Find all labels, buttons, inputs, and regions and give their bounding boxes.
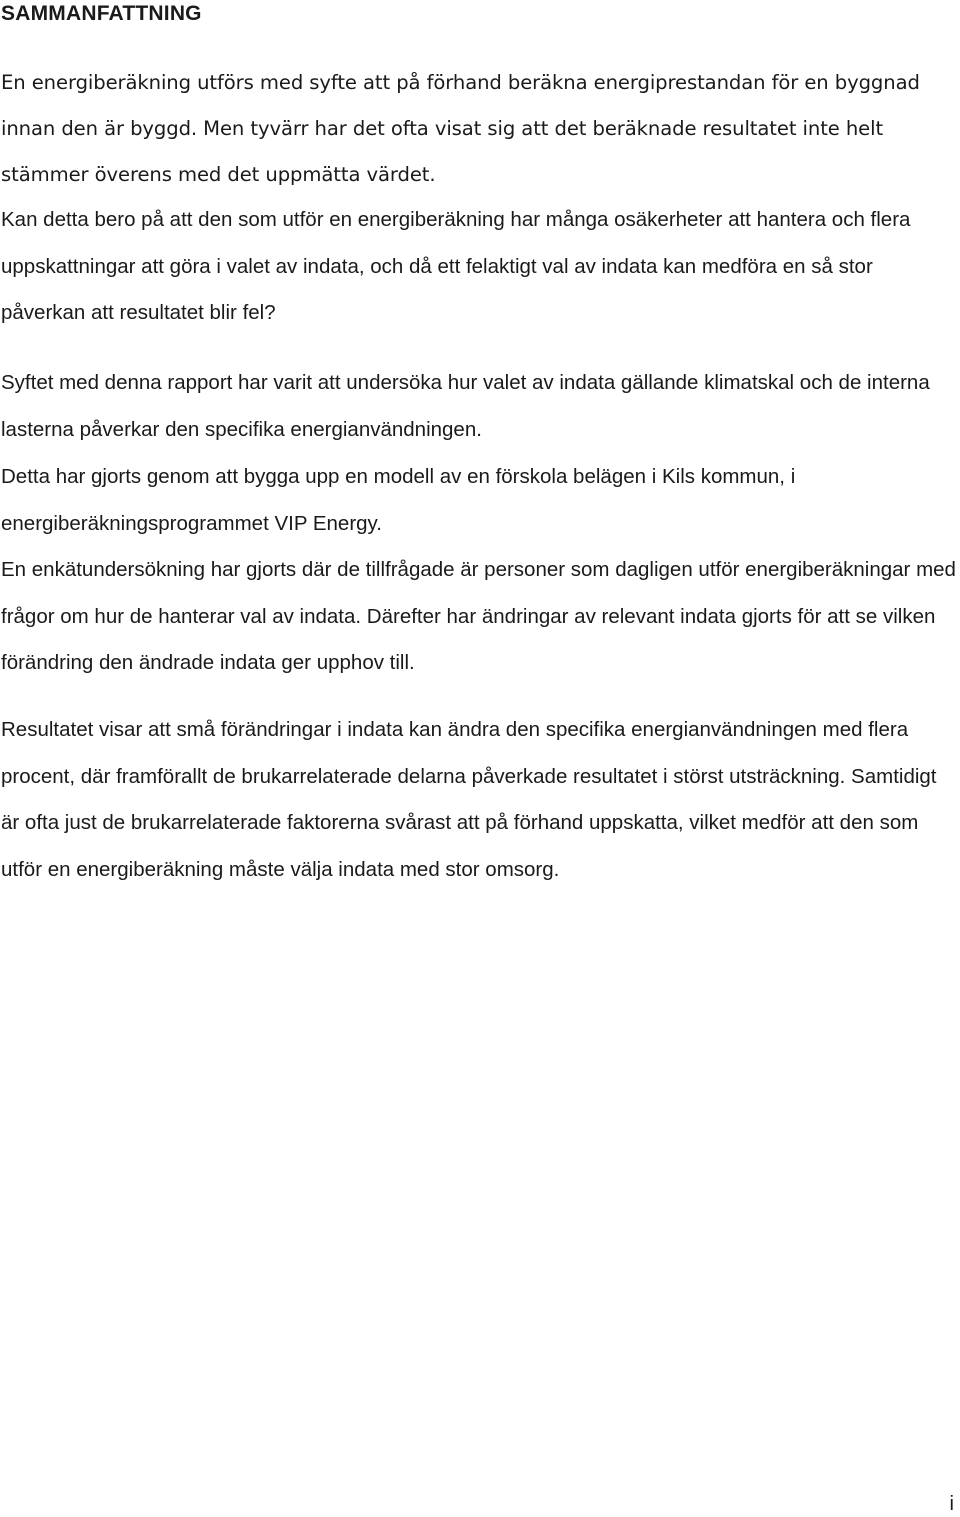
paragraph-method-survey: En enkätundersökning har gjorts där de tillfrågade är personer som dagligen utför energiberäkningar med frågor om hur de hanterar val av indata. Därefter har ändringar av relevant indata gjorts för att se vilken förändring den ändrade indata ger upphov till. bbox=[1, 558, 956, 674]
section-heading: SAMMANFATTNING bbox=[1, 2, 202, 25]
paragraph-purpose: Syftet med denna rapport har varit att undersöka hur valet av indata gällande klimatskal och de interna lasterna påverkar den specifika energianvändningen. bbox=[1, 371, 930, 441]
paragraph-method-model: Detta har gjorts genom att bygga upp en modell av en förskola belägen i Kils kommun, i energiberäkningsprogrammet VIP Energy. bbox=[1, 465, 796, 535]
paragraph-question: Kan detta bero på att den som utför en energiberäkning har många osäkerheter att hantera och flera uppskattningar att göra i valet av indata, och då ett felaktigt val av indata kan medföra en så stor påverkan att resultatet blir fel? bbox=[1, 208, 911, 324]
paragraph-results: Resultatet visar att små förändringar i indata kan ändra den specifika energianvändningen med flera procent, där framförallt de brukarrelaterade delarna påverkade resultatet i störst utsträckning. Samtidigt är ofta just de brukarrelaterade faktorerna svårast att på förhand uppskatta, vilket medför att den som utför en energiberäkning måste välja indata med stor omsorg. bbox=[1, 718, 937, 881]
page-number: i bbox=[949, 1493, 954, 1515]
paragraph-intro: En energiberäkning utförs med syfte att på förhand beräkna energiprestandan för en byggnad innan den är byggd. Men tyvärr har det ofta visat sig att det beräknade resultatet inte helt stämmer överens med det uppmätta värdet. bbox=[1, 71, 920, 186]
